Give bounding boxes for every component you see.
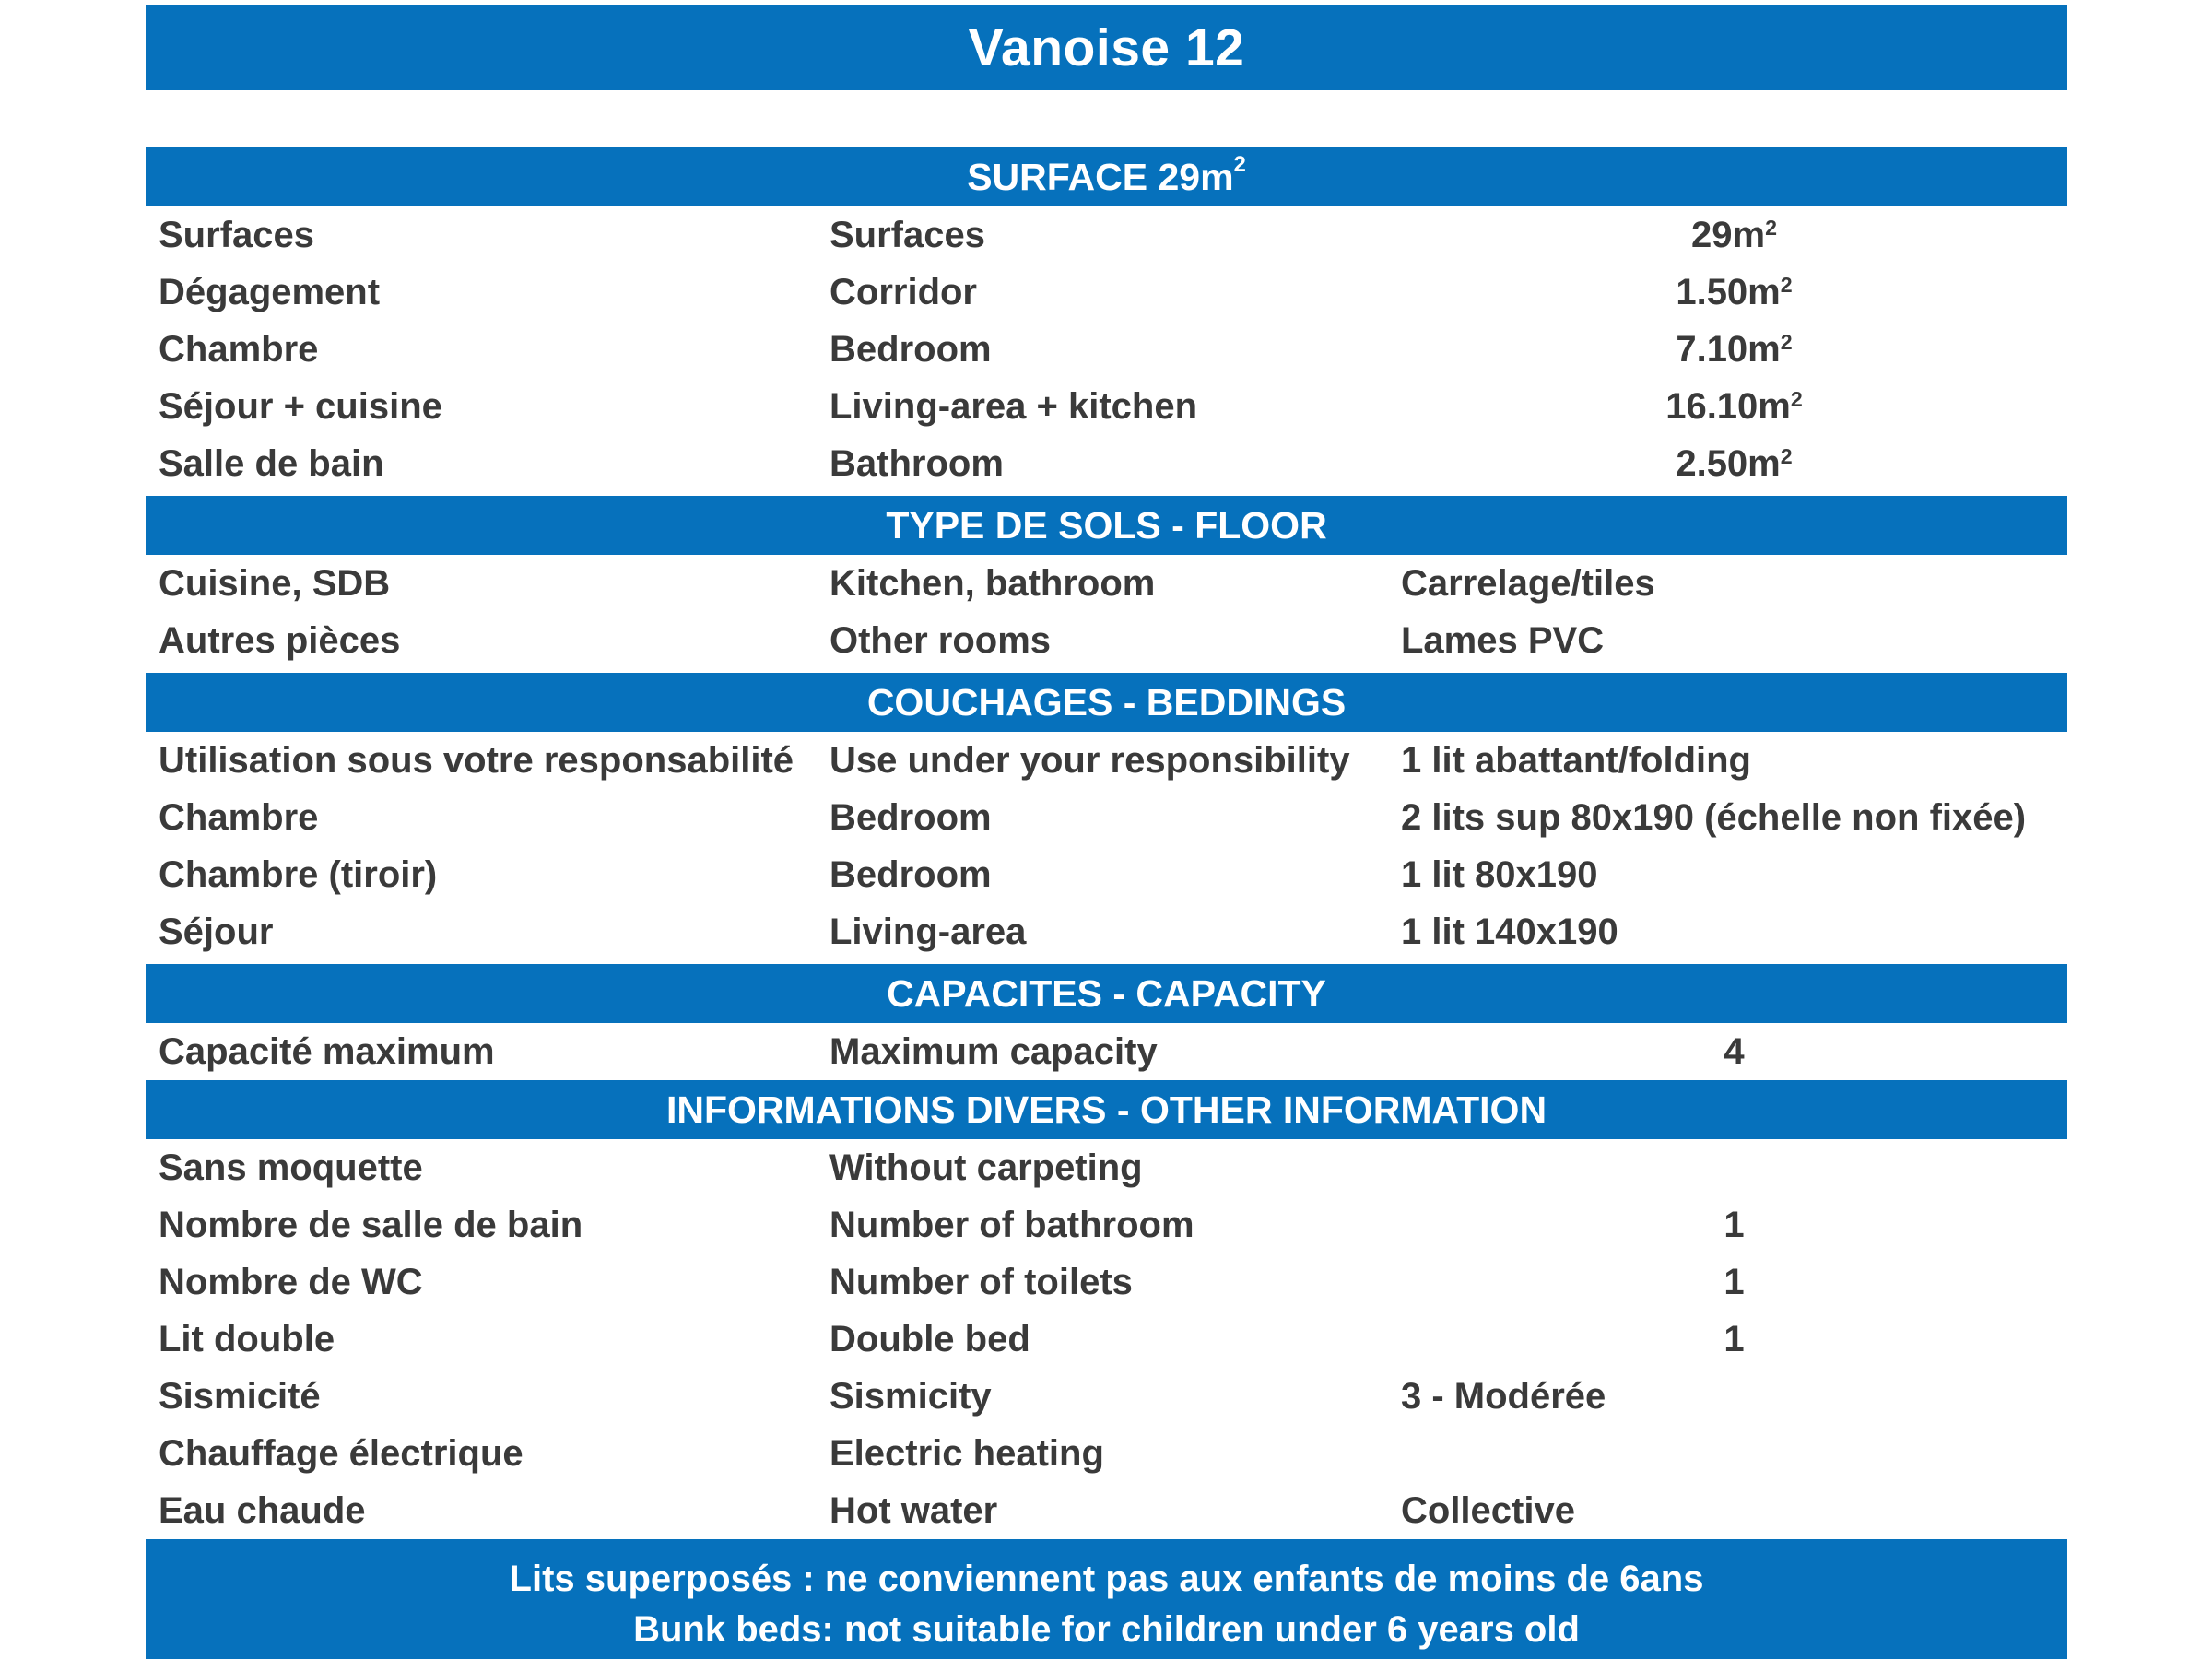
page-title: Vanoise 12 <box>146 5 2067 90</box>
label-en: Living-area <box>830 911 1027 952</box>
section-surface-rows <box>146 206 2067 496</box>
table-row <box>146 435 2067 492</box>
value: 1 <box>1724 1318 1745 1359</box>
table-row <box>146 555 2067 612</box>
label-en: Electric heating <box>830 1432 1104 1474</box>
label-fr: Capacité maximum <box>159 1030 495 1072</box>
label-fr: Chambre <box>159 328 319 370</box>
section-header-beddings: COUCHAGES - BEDDINGS <box>146 673 2067 732</box>
label-fr: Autres pièces <box>159 619 401 661</box>
value: 1 lit 80x190 <box>1401 853 1598 895</box>
table-row <box>146 1253 2067 1311</box>
warning-line-fr: Lits superposés : ne conviennent pas aux enfants de moins de 6ans <box>509 1559 1704 1599</box>
document <box>146 0 2067 1659</box>
warning-line-en: Bunk beds: not suitable for children under 6 years old <box>633 1609 1580 1650</box>
table-row <box>146 846 2067 903</box>
value: Carrelage/tiles <box>1401 562 1655 604</box>
label-en: Bedroom <box>830 796 992 838</box>
section-floor-rows <box>146 555 2067 673</box>
label-fr: Chauffage électrique <box>159 1432 524 1474</box>
label-en: Surfaces <box>830 214 985 255</box>
table-row <box>146 321 2067 378</box>
table-row <box>146 1139 2067 1196</box>
table-row <box>146 789 2067 846</box>
table-row <box>146 1311 2067 1368</box>
label-en: Bedroom <box>830 328 992 370</box>
label-en: Hot water <box>830 1489 998 1531</box>
label-fr: Nombre de WC <box>159 1261 423 1302</box>
label-en: Other rooms <box>830 619 1052 661</box>
label-fr: Eau chaude <box>159 1489 366 1531</box>
table-row <box>146 732 2067 789</box>
table-row <box>146 206 2067 264</box>
label-en: Living-area + kitchen <box>830 385 1198 427</box>
label-en: Bathroom <box>830 442 1004 484</box>
table-row <box>146 378 2067 435</box>
value: Collective <box>1401 1489 1575 1531</box>
table-row <box>146 1023 2067 1080</box>
value: $1.50m^2$ <box>1676 271 1793 312</box>
value: 1 lit 140x190 <box>1401 911 1618 952</box>
bunk-beds-warning-banner <box>146 1539 2067 1659</box>
label-fr: Dégagement <box>159 271 381 312</box>
section-header-capacity: CAPACITES - CAPACITY <box>146 964 2067 1023</box>
value: 3 - Modérée <box>1401 1375 1606 1417</box>
label-fr: Utilisation sous votre responsabilité <box>159 739 794 781</box>
value: $29m^2$ <box>1691 214 1777 255</box>
table-row <box>146 1482 2067 1539</box>
label-en: Without carpeting <box>830 1147 1143 1188</box>
value: 1 lit abattant/folding <box>1401 739 1751 781</box>
value: 2 lits sup 80x190 (échelle non fixée) <box>1401 796 2027 838</box>
section-header-floor: TYPE DE SOLS - FLOOR <box>146 496 2067 555</box>
value: 1 <box>1724 1261 1745 1302</box>
label-fr: Séjour <box>159 911 274 952</box>
section-header-other-information: INFORMATIONS DIVERS - OTHER INFORMATION <box>146 1080 2067 1139</box>
table-row <box>146 1425 2067 1482</box>
label-fr: Surfaces <box>159 214 314 255</box>
label-en: Bedroom <box>830 853 992 895</box>
label-en: Corridor <box>830 271 977 312</box>
value: $16.10m^2$ <box>1665 385 1803 427</box>
section-header-surface: SURFACE 29m $^2$ <box>146 147 2067 206</box>
table-row <box>146 903 2067 960</box>
value: $7.10m^2$ <box>1676 328 1793 370</box>
label-fr: Chambre (tiroir) <box>159 853 438 895</box>
label-fr: Séjour + cuisine <box>159 385 442 427</box>
spacer <box>146 90 2067 147</box>
value: $2.50m^2$ <box>1676 442 1793 484</box>
section-beddings-rows <box>146 732 2067 964</box>
table-row <box>146 1196 2067 1253</box>
label-en: Double bed <box>830 1318 1030 1359</box>
label-fr: Nombre de salle de bain <box>159 1204 583 1245</box>
label-fr: Chambre <box>159 796 319 838</box>
label-en: Kitchen, bathroom <box>830 562 1156 604</box>
section-capacity-rows <box>146 1023 2067 1080</box>
label-fr: Salle de bain <box>159 442 384 484</box>
label-en: Use under your responsibility <box>830 739 1350 781</box>
value: Lames PVC <box>1401 619 1605 661</box>
table-row <box>146 1368 2067 1425</box>
label-en: Number of toilets <box>830 1261 1133 1302</box>
label-en: Maximum capacity <box>830 1030 1158 1072</box>
value: 1 <box>1724 1204 1745 1245</box>
value: 4 <box>1724 1030 1745 1072</box>
label-fr: Lit double <box>159 1318 335 1359</box>
section-other-information-rows <box>146 1139 2067 1539</box>
label-fr: Sans moquette <box>159 1147 423 1188</box>
label-fr: Sismicité <box>159 1375 321 1417</box>
label-en: Number of bathroom <box>830 1204 1194 1245</box>
label-en: Sismicity <box>830 1375 992 1417</box>
table-row <box>146 264 2067 321</box>
table-row <box>146 612 2067 669</box>
label-fr: Cuisine, SDB <box>159 562 391 604</box>
